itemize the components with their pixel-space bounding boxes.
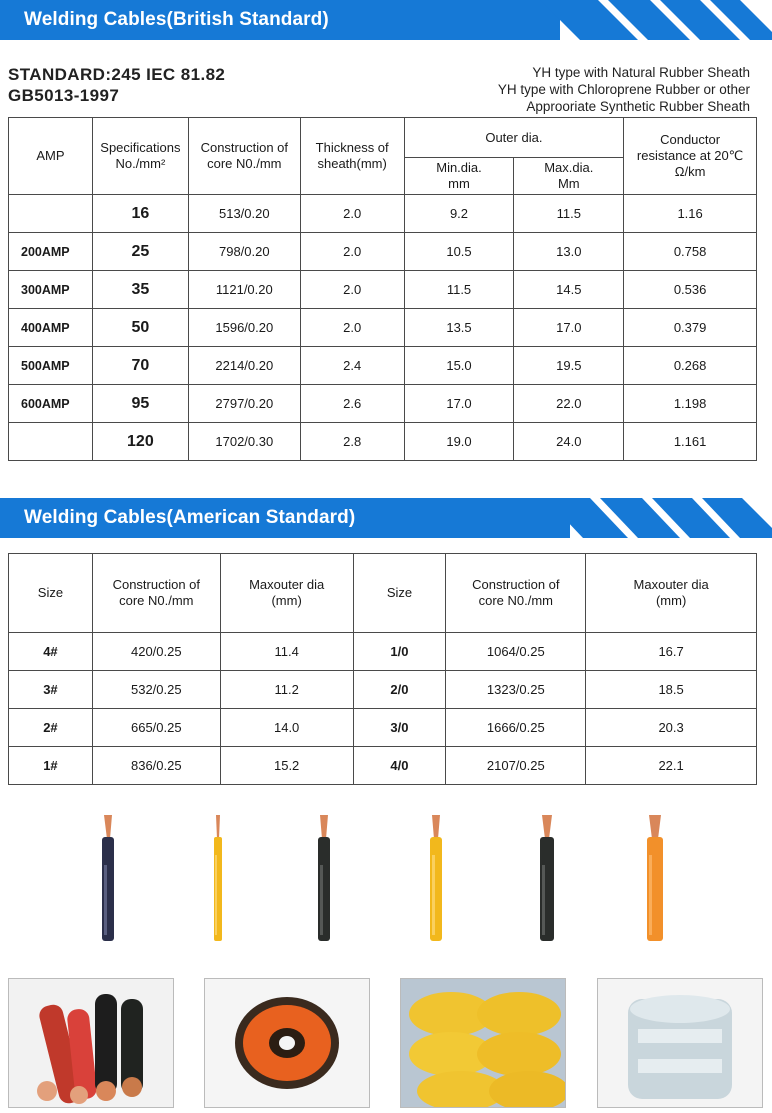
thickness-cell: 2.0	[300, 233, 404, 271]
max-dia-cell: 19.5	[514, 347, 624, 385]
black-cable-image	[314, 815, 334, 943]
amp-cell	[9, 423, 93, 461]
table-row	[9, 747, 757, 785]
amp-cell: 500AMP	[9, 347, 93, 385]
amp-cell: 300AMP	[9, 271, 93, 309]
header-min-line-1: Min.dia.	[436, 160, 482, 175]
header-min-line-2: mm	[448, 176, 470, 191]
size-cell: 2#	[9, 709, 93, 747]
header-cond-line-1: Conductor	[660, 132, 721, 147]
header-core-line-1: Construction of	[200, 140, 289, 155]
header-size: Size	[9, 554, 93, 633]
yellow-cable-image	[208, 815, 228, 943]
british-standard-table	[8, 117, 757, 461]
header-outer-dia: Outer dia.	[404, 118, 624, 158]
max-dia-cell: 15.2	[220, 747, 353, 785]
header-max-line-1: Max.dia.	[544, 160, 594, 175]
min-dia-cell: 11.5	[404, 271, 514, 309]
spec-cell: 35	[92, 271, 188, 309]
table-row	[9, 271, 757, 309]
core-cell: 420/0.25	[92, 633, 220, 671]
navy-cable-image	[98, 815, 118, 943]
spec-cell: 50	[92, 309, 188, 347]
size-cell: 1/0	[353, 633, 446, 671]
header-thickness	[300, 118, 404, 195]
resistance-cell: 1.198	[624, 385, 757, 423]
core-cell: 532/0.25	[92, 671, 220, 709]
core-cell: 1702/0.30	[188, 423, 300, 461]
header-specifications	[92, 118, 188, 195]
standard-line-1: STANDARD:245 IEC 81.82	[8, 65, 226, 84]
core-cell: 1666/0.25	[446, 709, 586, 747]
header-min-dia	[404, 158, 514, 195]
amp-cell: 600AMP	[9, 385, 93, 423]
american-banner	[0, 498, 772, 538]
table-row	[9, 423, 757, 461]
amp-cell	[9, 195, 93, 233]
max-dia-cell: 18.5	[586, 671, 757, 709]
spec-cell: 95	[92, 385, 188, 423]
black-cable-image	[537, 815, 557, 943]
thickness-cell: 2.8	[300, 423, 404, 461]
core-cell: 1121/0.20	[188, 271, 300, 309]
core-cell: 798/0.20	[188, 233, 300, 271]
header-max-line-2: (mm)	[655, 593, 687, 608]
max-dia-cell: 14.5	[514, 271, 624, 309]
core-cell: 2214/0.20	[188, 347, 300, 385]
wrapped-coils-photo	[597, 978, 763, 1108]
max-dia-cell: 11.2	[220, 671, 353, 709]
spec-cell: 25	[92, 233, 188, 271]
header-thick-line-1: Thickness of	[315, 140, 389, 155]
header-max-dia	[514, 158, 624, 195]
header-core-line-2: core N0./mm	[119, 593, 194, 608]
orange-cable-image	[645, 815, 665, 943]
header-amp: AMP	[9, 118, 93, 195]
min-dia-cell: 13.5	[404, 309, 514, 347]
american-standard-table	[8, 553, 757, 785]
table-row	[9, 633, 757, 671]
yellow-cable-image	[426, 815, 446, 943]
header-core-line-2: core N0./mm	[478, 593, 554, 608]
core-cell: 2107/0.25	[446, 747, 586, 785]
cable-cross-section-photo	[8, 978, 174, 1108]
british-banner	[0, 0, 772, 40]
standard-line-2: GB5013-1997	[8, 86, 120, 105]
size-cell: 1#	[9, 747, 93, 785]
british-banner-title: Welding Cables(British Standard)	[24, 9, 329, 30]
header-max-line-2: (mm)	[271, 593, 302, 608]
header-size: Size	[353, 554, 446, 633]
max-dia-cell: 24.0	[514, 423, 624, 461]
header-core-line-1: Construction of	[112, 577, 201, 592]
table-row	[9, 233, 757, 271]
sheath-note-line-2: YH type with Chloroprene Rubber or other	[497, 82, 750, 97]
max-dia-cell: 22.1	[586, 747, 757, 785]
header-thick-line-2: sheath(mm)	[317, 156, 387, 171]
size-cell: 3/0	[353, 709, 446, 747]
table-row	[9, 385, 757, 423]
standard-label	[8, 64, 225, 106]
sheath-note-line-1: YH type with Natural Rubber Sheath	[532, 65, 750, 80]
core-cell: 1064/0.25	[446, 633, 586, 671]
size-cell: 4#	[9, 633, 93, 671]
header-max-line-1: Maxouter dia	[249, 577, 325, 592]
min-dia-cell: 17.0	[404, 385, 514, 423]
sheath-note-line-3: Approoriate Synthetic Rubber Sheath	[526, 99, 750, 114]
header-construction	[188, 118, 300, 195]
header-maxouter-dia	[586, 554, 757, 633]
max-dia-cell: 11.5	[514, 195, 624, 233]
table-row	[9, 309, 757, 347]
size-cell: 2/0	[353, 671, 446, 709]
header-core-line-2: core N0./mm	[207, 156, 282, 171]
size-cell: 3#	[9, 671, 93, 709]
resistance-cell: 1.161	[624, 423, 757, 461]
max-dia-cell: 14.0	[220, 709, 353, 747]
max-dia-cell: 20.3	[586, 709, 757, 747]
core-cell: 513/0.20	[188, 195, 300, 233]
yellow-coils-photo	[400, 978, 566, 1108]
resistance-cell: 0.379	[624, 309, 757, 347]
header-cond-line-2: resistance at 20℃	[636, 148, 744, 163]
cable-reel-photo	[204, 978, 370, 1108]
header-spec-line-2: No./mm²	[115, 156, 166, 171]
header-conductor-resistance	[624, 118, 757, 195]
table-row	[9, 671, 757, 709]
table-row	[9, 195, 757, 233]
resistance-cell: 0.268	[624, 347, 757, 385]
min-dia-cell: 10.5	[404, 233, 514, 271]
max-dia-cell: 17.0	[514, 309, 624, 347]
max-dia-cell: 13.0	[514, 233, 624, 271]
header-cond-line-3: Ω/km	[674, 164, 706, 179]
thickness-cell: 2.4	[300, 347, 404, 385]
header-max-line-2: Mm	[557, 176, 580, 191]
min-dia-cell: 9.2	[404, 195, 514, 233]
header-spec-line-1: Specifications	[100, 140, 181, 155]
spec-cell: 16	[92, 195, 188, 233]
core-cell: 836/0.25	[92, 747, 220, 785]
max-dia-cell: 16.7	[586, 633, 757, 671]
spec-cell: 120	[92, 423, 188, 461]
size-cell: 4/0	[353, 747, 446, 785]
header-maxouter-dia	[220, 554, 353, 633]
core-cell: 2797/0.20	[188, 385, 300, 423]
amp-cell: 200AMP	[9, 233, 93, 271]
core-cell: 665/0.25	[92, 709, 220, 747]
max-dia-cell: 11.4	[220, 633, 353, 671]
min-dia-cell: 19.0	[404, 423, 514, 461]
thickness-cell: 2.6	[300, 385, 404, 423]
min-dia-cell: 15.0	[404, 347, 514, 385]
thickness-cell: 2.0	[300, 271, 404, 309]
thickness-cell: 2.0	[300, 309, 404, 347]
max-dia-cell: 22.0	[514, 385, 624, 423]
header-construction	[92, 554, 220, 633]
header-core-line-1: Construction of	[472, 577, 560, 592]
resistance-cell: 0.758	[624, 233, 757, 271]
american-banner-title: Welding Cables(American Standard)	[24, 507, 356, 528]
core-cell: 1323/0.25	[446, 671, 586, 709]
core-cell: 1596/0.20	[188, 309, 300, 347]
resistance-cell: 1.16	[624, 195, 757, 233]
amp-cell: 400AMP	[9, 309, 93, 347]
spec-cell: 70	[92, 347, 188, 385]
thickness-cell: 2.0	[300, 195, 404, 233]
resistance-cell: 0.536	[624, 271, 757, 309]
header-max-line-1: Maxouter dia	[633, 577, 709, 592]
table-row	[9, 347, 757, 385]
sheath-note	[498, 64, 750, 115]
table-row	[9, 709, 757, 747]
header-construction	[446, 554, 586, 633]
